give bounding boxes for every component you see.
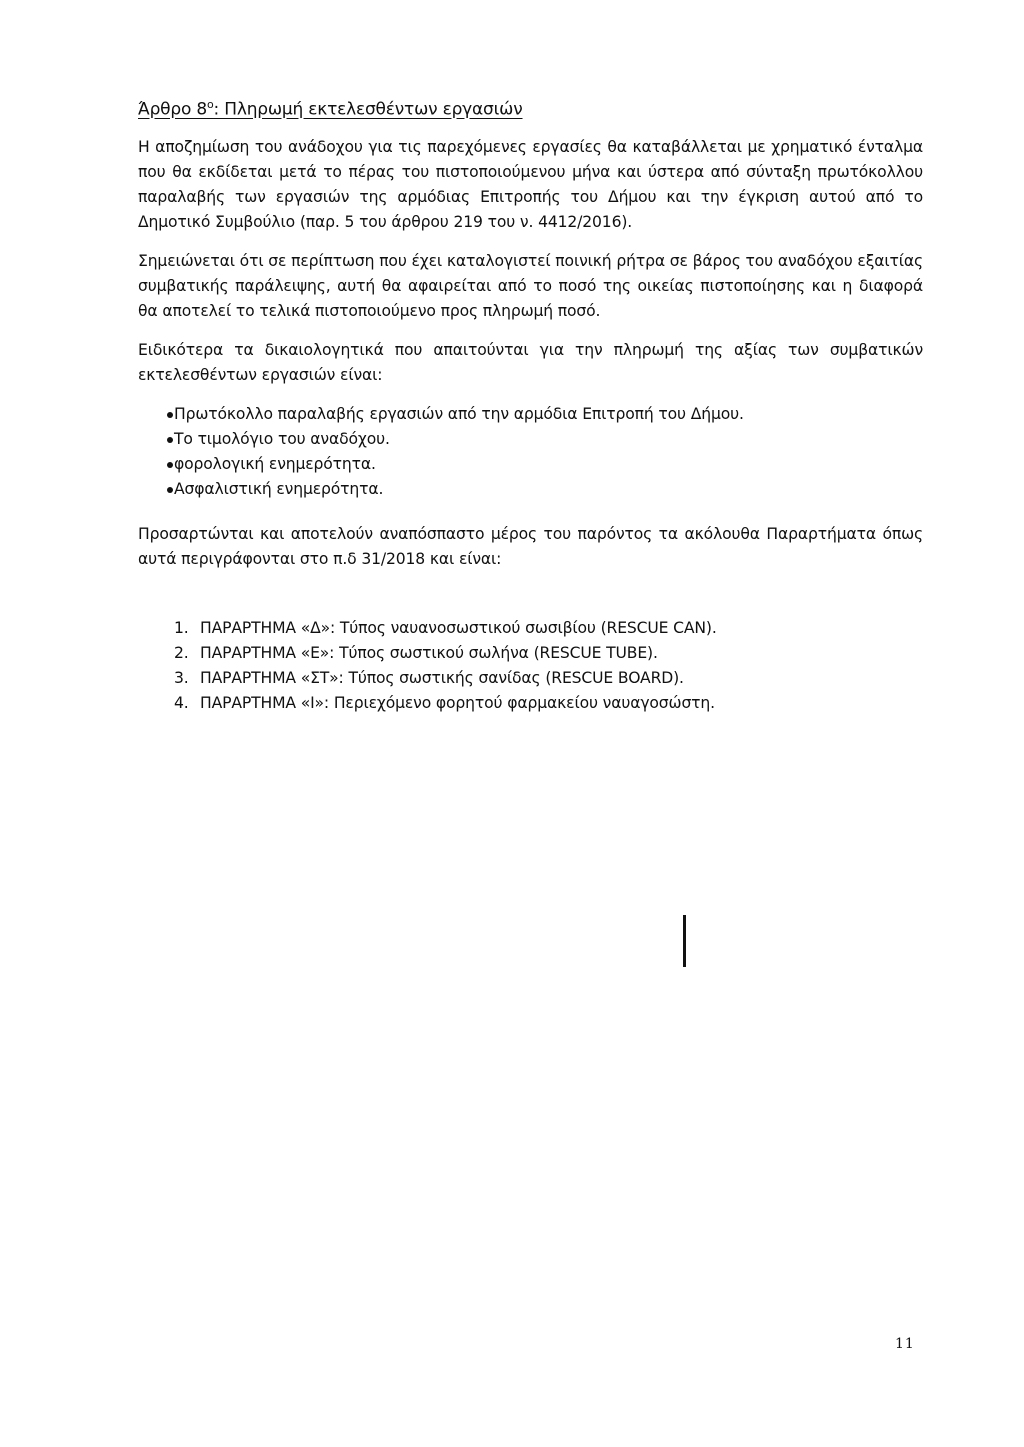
page-number: 11 — [895, 1336, 915, 1352]
article-heading-prefix: Άρθρο 8 — [138, 99, 207, 120]
list-item — [138, 427, 923, 452]
list-item-text: Πρωτόκολλο παραλαβής εργασιών από την αρμόδια Επιτροπή του Δήμου. — [174, 404, 744, 423]
text-cursor-mark — [683, 915, 686, 967]
required-documents-list — [138, 402, 923, 502]
article-heading — [138, 94, 923, 121]
bullet-icon — [167, 412, 173, 418]
annex-text: ΠΑΡΑΡΤΗΜΑ «Ι»: Περιεχόμενο φορητού φαρμακείου ναυαγοσώστη. — [200, 693, 715, 712]
article-heading-suffix: : Πληρωμή εκτελεσθέντων εργασιών — [213, 99, 523, 120]
list-item-text: Ασφαλιστική ενημερότητα. — [174, 479, 384, 498]
annex-number: 1. — [174, 618, 189, 637]
annex-number: 3. — [174, 668, 189, 687]
list-item — [138, 452, 923, 477]
bullet-icon — [167, 487, 173, 493]
annex-item — [138, 641, 923, 666]
annex-item — [138, 616, 923, 641]
bullet-icon — [167, 437, 173, 443]
document-body — [138, 94, 923, 716]
annex-item — [138, 691, 923, 716]
annex-item — [138, 666, 923, 691]
annex-text: ΠΑΡΑΡΤΗΜΑ «Δ»: Τύπος ναυανοσωστικού σωσιβίου (RESCUE CAN). — [200, 618, 717, 637]
list-item-text: φορολογική ενημερότητα. — [174, 454, 376, 473]
annex-text: ΠΑΡΑΡΤΗΜΑ «ΣΤ»: Τύπος σωστικής σανίδας (RESCUE BOARD). — [200, 668, 684, 687]
paragraph-penalty-clause: Σημειώνεται ότι σε περίπτωση που έχει καταλογιστεί ποινική ρήτρα σε βάρος του αναδόχου εξαιτίας συμβατικής παράλειψης, αυτή θα αφαιρείται από το ποσό της οικείας πιστοποίησης και η διαφορά θα αποτελεί το τελικά πιστοποιούμενο προς πληρωμή ποσό. — [138, 251, 923, 320]
list-item — [138, 402, 923, 427]
bullet-icon — [167, 462, 173, 468]
annex-number: 4. — [174, 693, 189, 712]
paragraph-annexes-intro: Προσαρτώνται και αποτελούν αναπόσπαστο μέρος του παρόντος τα ακόλουθα Παραρτήματα όπως αυτά περιγράφονται στο π.δ 31/2018 και είναι: — [138, 524, 923, 568]
list-item — [138, 477, 923, 502]
list-item-text: Το τιμολόγιο του αναδόχου. — [174, 429, 390, 448]
annex-number: 2. — [174, 643, 189, 662]
article-heading-superscript: ο — [206, 98, 214, 111]
annex-text: ΠΑΡΑΡΤΗΜΑ «Ε»: Τύπος σωστικού σωλήνα (RESCUE TUBE). — [200, 643, 658, 662]
paragraph-payment-compensation: Η αποζημίωση του ανάδοχου για τις παρεχόμενες εργασίες θα καταβάλλεται με χρηματικό ένταλμα που θα εκδίδεται μετά το πέρας του πιστοποιούμενου μήνα και ύστερα από σύνταξη πρωτόκολλου παραλαβής των εργασιών της αρμόδιας Επιτροπής του Δήμου και την έγκριση αυτού από το Δημοτικό Συμβούλιο (παρ. 5 του άρθρου 219 του ν. 4412/2016). — [138, 137, 923, 231]
annexes-list — [138, 616, 923, 716]
paragraph-required-documents: Ειδικότερα τα δικαιολογητικά που απαιτούνται για την πληρωμή της αξίας των συμβατικών εκτελεσθέντων εργασιών είναι: — [138, 340, 923, 384]
